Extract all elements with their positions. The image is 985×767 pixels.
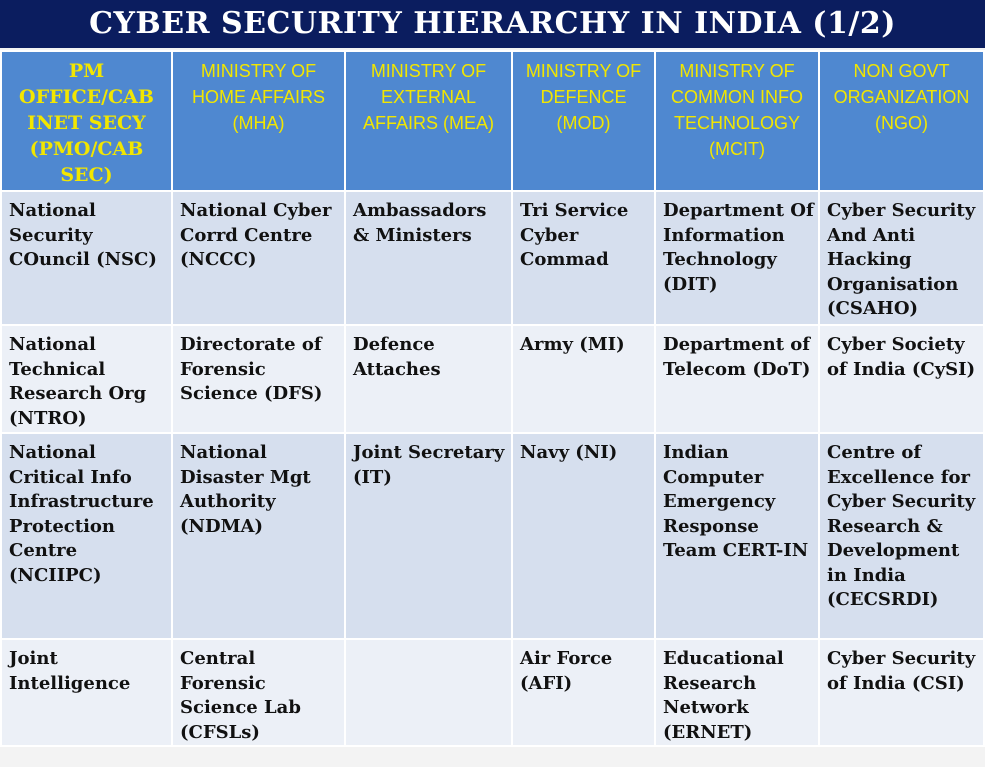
table-cell: Indian Computer Emergency Response Team CERT-IN — [655, 433, 819, 639]
table-cell: Cyber Society of India (CySI) — [819, 325, 984, 433]
page-title: CYBER SECURITY HIERARCHY IN INDIA (1/2) — [0, 0, 985, 48]
table-cell: Tri Service Cyber Commad — [512, 191, 655, 325]
table-cell: National Critical Info Infrastructure Protection Centre (NCIIPC) — [1, 433, 172, 639]
column-header-pmo: PM OFFICE/CAB INET SECY (PMO/CAB SEC) — [1, 51, 172, 191]
table-cell: Cyber Security And Anti Hacking Organisation (CSAHO) — [819, 191, 984, 325]
table-cell: Educational Research Network (ERNET) — [655, 639, 819, 746]
table-cell: Air Force (AFI) — [512, 639, 655, 746]
table-cell: Defence Attaches — [345, 325, 512, 433]
table-cell: Directorate of Forensic Science (DFS) — [172, 325, 345, 433]
table-cell: Ambassadors & Ministers — [345, 191, 512, 325]
column-header-mea: MINISTRY OF EXTERNAL AFFAIRS (MEA) — [345, 51, 512, 191]
table-row — [1, 325, 984, 433]
hierarchy-table — [0, 50, 985, 747]
table-cell: Army (MI) — [512, 325, 655, 433]
table-cell: National Disaster Mgt Authority (NDMA) — [172, 433, 345, 639]
table-cell: National Security COuncil (NSC) — [1, 191, 172, 325]
table-cell: Centre of Excellence for Cyber Security Research & Development in India (CECSRDI) — [819, 433, 984, 639]
table-cell: Department Of Information Technology (DIT) — [655, 191, 819, 325]
table-row — [1, 639, 984, 746]
table-cell: Department of Telecom (DoT) — [655, 325, 819, 433]
table-cell: Joint Secretary (IT) — [345, 433, 512, 639]
table-cell: Cyber Security of India (CSI) — [819, 639, 984, 746]
column-header-mha: MINISTRY OF HOME AFFAIRS (MHA) — [172, 51, 345, 191]
header-row — [1, 51, 984, 191]
table-cell: Central Forensic Science Lab (CFSLs) — [172, 639, 345, 746]
table-row — [1, 433, 984, 639]
table-cell: Navy (NI) — [512, 433, 655, 639]
table-cell — [345, 639, 512, 746]
column-header-ngo: NON GOVT ORGANIZATION (NGO) — [819, 51, 984, 191]
table-cell: Joint Intelligence — [1, 639, 172, 746]
table-row — [1, 191, 984, 325]
column-header-mod: MINISTRY OF DEFENCE (MOD) — [512, 51, 655, 191]
column-header-mcit: MINISTRY OF COMMON INFO TECHNOLOGY (MCIT) — [655, 51, 819, 191]
table-cell: National Cyber Corrd Centre (NCCC) — [172, 191, 345, 325]
table-cell: National Technical Research Org (NTRO) — [1, 325, 172, 433]
